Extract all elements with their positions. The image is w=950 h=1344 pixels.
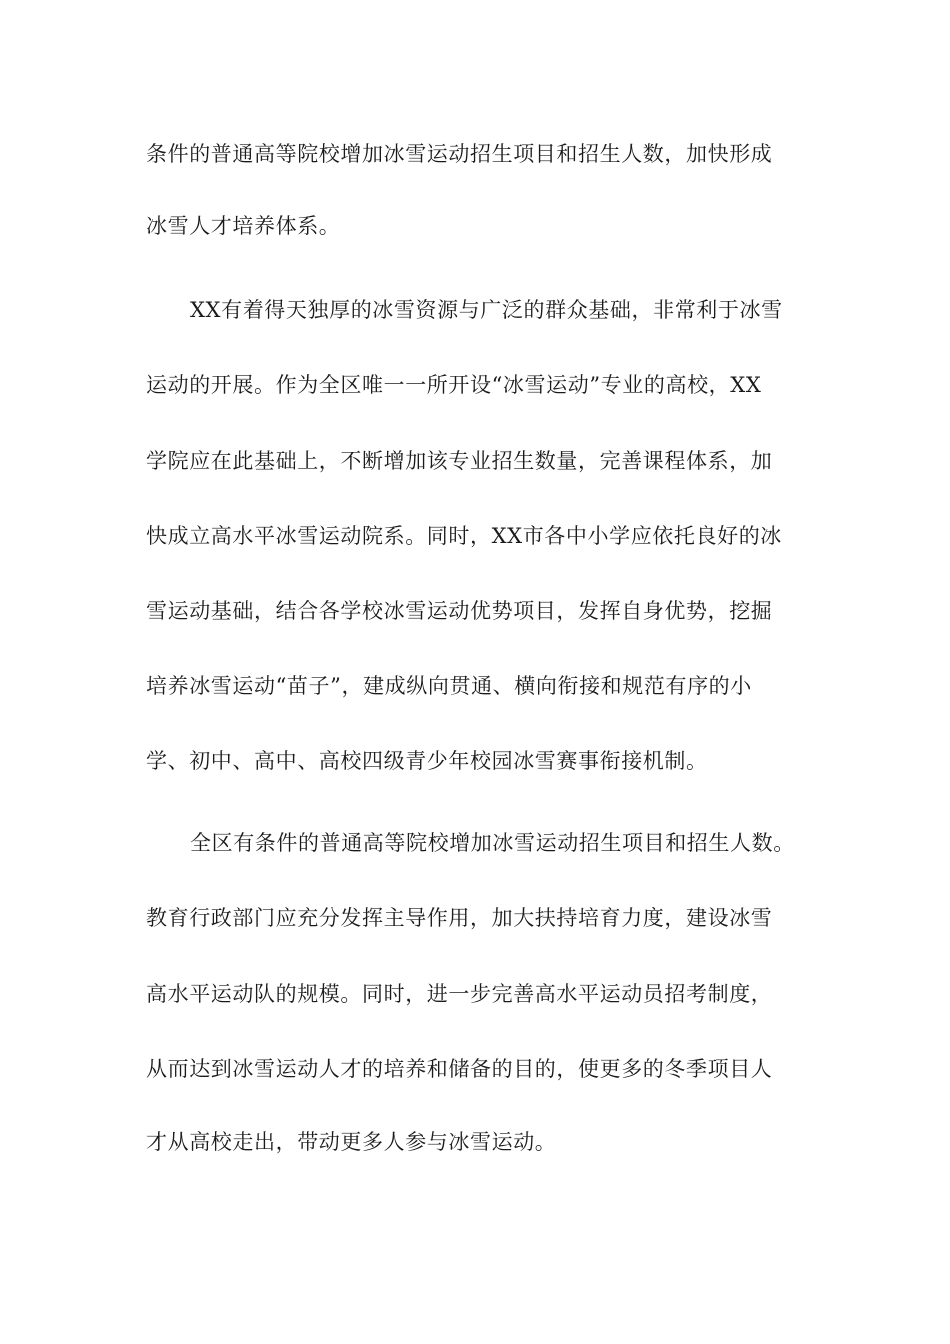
text-line-4: 运动的开展。作为全区唯一一所开设“冰雪运动”专业的高校，XX xyxy=(146,373,762,397)
text-line-9: 学、初中、高中、高校四级青少年校园冰雪赛事衔接机制。 xyxy=(146,749,708,773)
text-line-12: 高水平运动队的规模。同时，进一步完善高水平运动员招考制度， xyxy=(146,982,773,1006)
paragraph-start-line: 全区有条件的普通高等院校增加冰雪运动招生项目和招生人数。 xyxy=(190,831,795,855)
text-line-13: 从而达到冰雪运动人才的培养和储备的目的，使更多的冬季项目人 xyxy=(146,1057,773,1081)
text-line-5: 学院应在此基础上，不断增加该专业招生数量，完善课程体系，加 xyxy=(146,449,773,473)
text-line-14: 才从高校走出，带动更多人参与冰雪运动。 xyxy=(146,1130,557,1154)
text-line-8: 培养冰雪运动“苗子”，建成纵向贯通、横向衔接和规范有序的小 xyxy=(146,674,752,698)
text-line-6: 快成立高水平冰雪运动院系。同时，XX市各中小学应依托良好的冰 xyxy=(146,524,782,548)
text-line-7: 雪运动基础，结合各学校冰雪运动优势项目，发挥自身优势，挖掘 xyxy=(146,599,773,623)
text-line-1: 条件的普通高等院校增加冰雪运动招生项目和招生人数，加快形成 xyxy=(146,142,773,166)
paragraph-start-line: XX有着得天独厚的冰雪资源与广泛的群众基础，非常利于冰雪 xyxy=(190,298,783,322)
text-line-11: 教育行政部门应充分发挥主导作用，加大扶持培育力度，建设冰雪 xyxy=(146,906,773,930)
text-line-2: 冰雪人才培养体系。 xyxy=(146,214,341,238)
